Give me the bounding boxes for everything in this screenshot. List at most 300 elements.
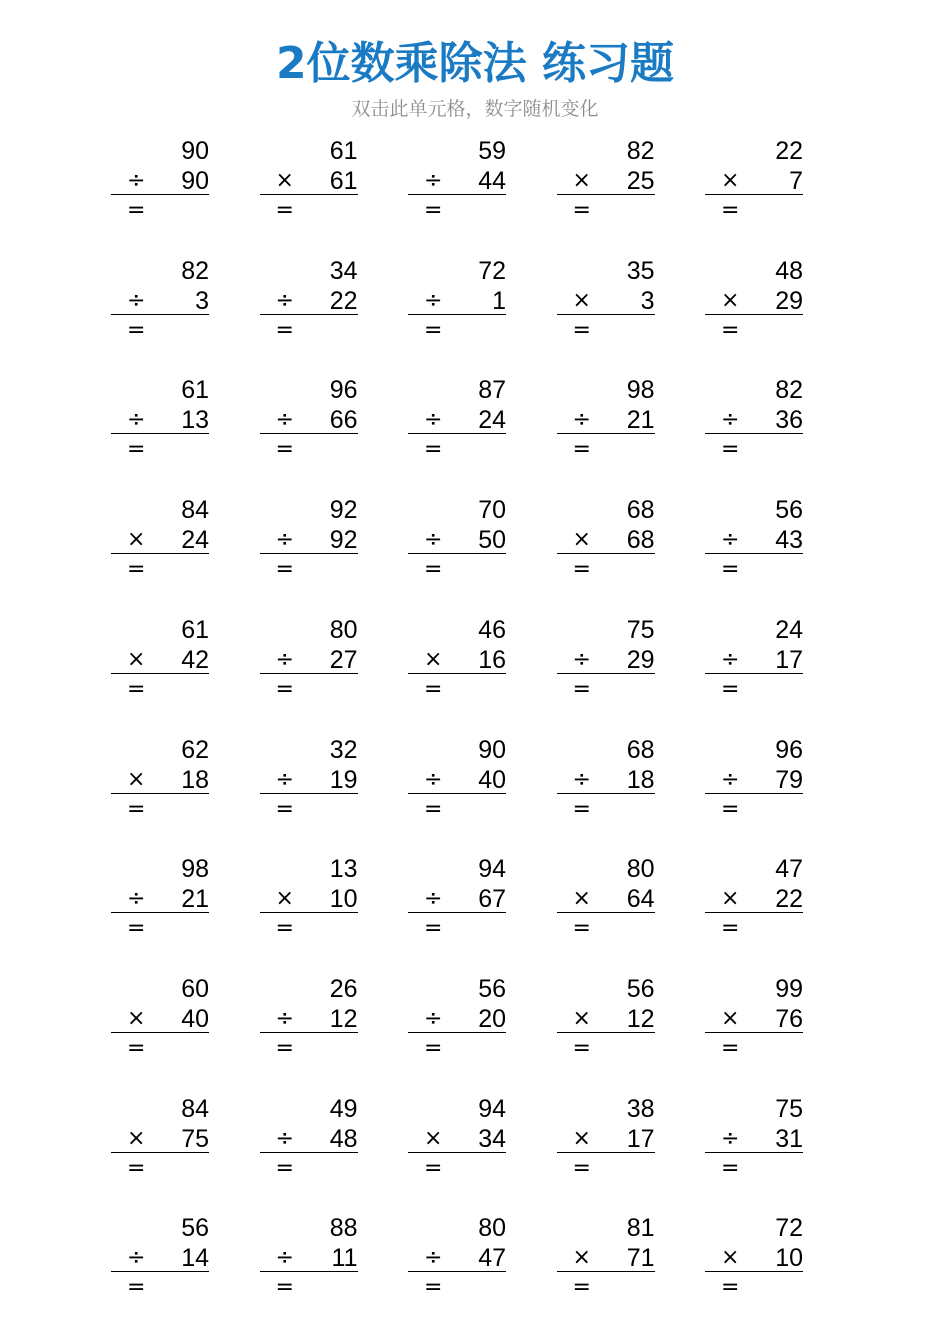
operand-top: 56 [181, 1214, 209, 1243]
answer-rule [111, 793, 209, 794]
answer-rule [260, 194, 358, 195]
operand-top: 96 [329, 376, 358, 405]
operand-bottom: 1 [492, 286, 506, 315]
operand-top: 68 [626, 496, 655, 525]
operand-bottom: 10 [775, 1244, 803, 1273]
operator-sign: × [721, 168, 740, 193]
operand-bottom: 40 [478, 765, 506, 794]
equals-sign: = [275, 1275, 294, 1301]
equals-sign: = [275, 916, 294, 942]
equals-sign: = [127, 796, 146, 822]
answer-rule [260, 553, 358, 554]
operand-top: 38 [626, 1094, 655, 1123]
problem-item [408, 854, 508, 944]
answer-rule [111, 553, 209, 554]
operator-sign: ÷ [275, 1125, 294, 1151]
operand-top: 82 [626, 137, 655, 165]
problem-item [557, 136, 657, 226]
equals-sign: = [721, 198, 740, 223]
problem-item [705, 615, 805, 705]
answer-rule [705, 1152, 803, 1153]
equals-sign: = [275, 317, 294, 343]
answer-rule [111, 433, 209, 434]
answer-rule [260, 1271, 358, 1272]
operand-bottom: 17 [626, 1124, 655, 1153]
problem-grid [111, 136, 811, 1326]
operator-sign: × [424, 646, 443, 672]
operand-top: 98 [626, 376, 655, 405]
problem-item [111, 974, 211, 1064]
operand-top: 61 [181, 615, 209, 644]
operand-bottom: 18 [181, 765, 209, 794]
operand-top: 34 [329, 256, 358, 285]
answer-rule [557, 314, 655, 315]
operand-bottom: 13 [181, 406, 209, 435]
equals-sign: = [424, 557, 443, 583]
problem-item [705, 974, 805, 1064]
problem-item [111, 1213, 211, 1303]
problem-item [705, 136, 805, 226]
answer-rule [557, 433, 655, 434]
operator-sign: × [572, 287, 591, 313]
operand-bottom: 31 [775, 1124, 803, 1153]
operator-sign: × [572, 1005, 591, 1031]
answer-rule [557, 912, 655, 913]
operator-sign: × [572, 527, 591, 553]
operator-sign: ÷ [275, 527, 294, 553]
answer-rule [111, 912, 209, 913]
answer-rule [260, 793, 358, 794]
equals-sign: = [275, 676, 294, 702]
operator-sign: × [721, 1245, 740, 1271]
problem-item [111, 615, 211, 705]
answer-rule [260, 1032, 358, 1033]
answer-rule [260, 673, 358, 674]
problem-item [557, 1213, 657, 1303]
operand-top: 32 [329, 735, 358, 764]
operand-bottom: 12 [626, 1004, 655, 1033]
answer-rule [705, 433, 803, 434]
answer-rule [557, 793, 655, 794]
problem-item [557, 735, 657, 825]
operand-bottom: 67 [478, 885, 506, 914]
equals-sign: = [721, 1275, 740, 1301]
equals-sign: = [721, 796, 740, 822]
equals-sign: = [721, 676, 740, 702]
operand-top: 84 [181, 496, 209, 525]
operator-sign: × [721, 1005, 740, 1031]
answer-rule [705, 194, 803, 195]
operator-sign: ÷ [424, 766, 443, 792]
operator-sign: ÷ [572, 766, 591, 792]
operand-top: 56 [775, 496, 803, 525]
equals-sign: = [424, 437, 443, 463]
operand-top: 49 [329, 1094, 358, 1123]
problem-item [705, 256, 805, 346]
equals-sign: = [127, 437, 146, 463]
answer-rule [408, 1271, 506, 1272]
operator-sign: ÷ [275, 646, 294, 672]
operand-bottom: 24 [181, 526, 209, 555]
answer-rule [408, 793, 506, 794]
operator-sign: ÷ [424, 407, 443, 433]
answer-rule [408, 912, 506, 913]
problem-item [260, 615, 360, 705]
operand-bottom: 3 [195, 286, 209, 315]
problem-item [705, 735, 805, 825]
operator-sign: × [275, 886, 294, 912]
answer-rule [111, 194, 209, 195]
answer-rule [408, 673, 506, 674]
answer-rule [260, 1152, 358, 1153]
operator-sign: ÷ [721, 407, 740, 433]
problem-item [705, 1213, 805, 1303]
operand-top: 56 [626, 974, 655, 1003]
operand-top: 35 [626, 256, 655, 285]
problem-item [408, 735, 508, 825]
answer-rule [557, 673, 655, 674]
operator-sign: ÷ [275, 766, 294, 792]
answer-rule [705, 1271, 803, 1272]
equals-sign: = [721, 1155, 740, 1181]
equals-sign: = [572, 796, 591, 822]
equals-sign: = [721, 1035, 740, 1061]
operand-top: 88 [329, 1214, 358, 1243]
operand-top: 98 [181, 855, 209, 884]
answer-rule [260, 433, 358, 434]
operand-top: 46 [478, 615, 506, 644]
operand-bottom: 22 [329, 286, 358, 315]
operator-sign: ÷ [127, 1245, 146, 1271]
answer-rule [408, 433, 506, 434]
operator-sign: ÷ [275, 1245, 294, 1271]
problem-item [260, 375, 360, 465]
problem-item [705, 854, 805, 944]
operator-sign: ÷ [721, 1125, 740, 1151]
operator-sign: × [127, 766, 146, 792]
answer-rule [705, 793, 803, 794]
problem-item [705, 375, 805, 465]
operand-bottom: 10 [329, 885, 358, 914]
equals-sign: = [424, 796, 443, 822]
answer-rule [260, 314, 358, 315]
operand-top: 13 [329, 855, 358, 884]
equals-sign: = [572, 317, 591, 343]
problem-item [260, 495, 360, 585]
problem-item [408, 615, 508, 705]
operand-bottom: 25 [626, 167, 655, 195]
equals-sign: = [127, 916, 146, 942]
operator-sign: ÷ [721, 766, 740, 792]
equals-sign: = [424, 1275, 443, 1301]
operator-sign: × [721, 287, 740, 313]
operator-sign: × [127, 527, 146, 553]
operator-sign: × [127, 1005, 146, 1031]
problem-item [408, 495, 508, 585]
answer-rule [705, 1032, 803, 1033]
equals-sign: = [572, 437, 591, 463]
operand-top: 68 [626, 735, 655, 764]
operand-top: 70 [478, 496, 506, 525]
operator-sign: ÷ [424, 1245, 443, 1271]
operand-bottom: 40 [181, 1004, 209, 1033]
operand-bottom: 17 [775, 645, 803, 674]
answer-rule [111, 673, 209, 674]
problem-item [408, 256, 508, 346]
operator-sign: × [127, 1125, 146, 1151]
problem-item [260, 974, 360, 1064]
answer-rule [557, 1271, 655, 1272]
operand-bottom: 92 [329, 526, 358, 555]
equals-sign: = [275, 557, 294, 583]
operand-bottom: 29 [775, 286, 803, 315]
operand-top: 90 [181, 137, 209, 165]
operator-sign: ÷ [572, 646, 591, 672]
operand-bottom: 76 [775, 1004, 803, 1033]
operand-top: 90 [478, 735, 506, 764]
equals-sign: = [721, 557, 740, 583]
operand-top: 47 [775, 855, 803, 884]
problem-item [408, 1094, 508, 1184]
operand-bottom: 79 [775, 765, 803, 794]
problem-item [557, 495, 657, 585]
operand-bottom: 3 [640, 286, 655, 315]
operand-top: 94 [478, 1094, 506, 1123]
operator-sign: × [572, 1125, 591, 1151]
problem-item [111, 854, 211, 944]
operator-sign: × [424, 1125, 443, 1151]
problem-item [705, 495, 805, 585]
operand-bottom: 12 [329, 1004, 358, 1033]
equals-sign: = [275, 796, 294, 822]
operand-bottom: 90 [181, 167, 209, 195]
problem-item [557, 615, 657, 705]
equals-sign: = [127, 317, 146, 343]
operator-sign: × [275, 168, 294, 193]
answer-rule [111, 1152, 209, 1153]
operator-sign: × [572, 168, 591, 193]
problem-item [408, 974, 508, 1064]
answer-rule [408, 1152, 506, 1153]
equals-sign: = [127, 1035, 146, 1061]
problem-item [260, 136, 360, 226]
problem-item [111, 136, 211, 226]
equals-sign: = [275, 198, 294, 223]
equals-sign: = [424, 916, 443, 942]
answer-rule [557, 553, 655, 554]
operand-top: 60 [181, 974, 209, 1003]
operand-top: 99 [775, 974, 803, 1003]
problem-item [260, 1213, 360, 1303]
operand-top: 72 [775, 1214, 803, 1243]
equals-sign: = [127, 1275, 146, 1301]
operand-bottom: 50 [478, 526, 506, 555]
operand-top: 87 [478, 376, 506, 405]
problem-item [557, 256, 657, 346]
operand-bottom: 61 [329, 167, 358, 195]
operator-sign: ÷ [127, 287, 146, 313]
operand-top: 80 [329, 615, 358, 644]
problem-item [260, 256, 360, 346]
operator-sign: ÷ [721, 527, 740, 553]
operand-top: 22 [775, 137, 803, 165]
equals-sign: = [572, 916, 591, 942]
operand-top: 61 [329, 137, 358, 165]
operand-top: 75 [626, 615, 655, 644]
operand-top: 80 [478, 1214, 506, 1243]
equals-sign: = [127, 676, 146, 702]
operand-bottom: 24 [478, 406, 506, 435]
operator-sign: ÷ [424, 1005, 443, 1031]
operand-top: 84 [181, 1094, 209, 1123]
problem-item [557, 974, 657, 1064]
equals-sign: = [572, 1275, 591, 1301]
problem-item [111, 375, 211, 465]
operand-top: 48 [775, 256, 803, 285]
operand-top: 96 [775, 735, 803, 764]
operand-bottom: 27 [329, 645, 358, 674]
equals-sign: = [721, 317, 740, 343]
operand-bottom: 7 [789, 167, 803, 195]
operand-top: 92 [329, 496, 358, 525]
operand-top: 26 [329, 974, 358, 1003]
operand-bottom: 47 [478, 1244, 506, 1273]
equals-sign: = [424, 676, 443, 702]
equals-sign: = [572, 1155, 591, 1181]
answer-rule [705, 553, 803, 554]
operand-top: 62 [181, 735, 209, 764]
answer-rule [705, 314, 803, 315]
operand-bottom: 21 [181, 885, 209, 914]
equals-sign: = [572, 1035, 591, 1061]
problem-item [260, 735, 360, 825]
operand-bottom: 48 [329, 1124, 358, 1153]
problem-item [557, 1094, 657, 1184]
operator-sign: ÷ [424, 287, 443, 313]
operand-bottom: 68 [626, 526, 655, 555]
operand-top: 56 [478, 974, 506, 1003]
equals-sign: = [424, 1035, 443, 1061]
answer-rule [408, 194, 506, 195]
answer-rule [111, 314, 209, 315]
problem-item [111, 495, 211, 585]
equals-sign: = [275, 1035, 294, 1061]
problem-item [557, 854, 657, 944]
operand-top: 80 [626, 855, 655, 884]
operator-sign: ÷ [275, 1005, 294, 1031]
operand-bottom: 19 [329, 765, 358, 794]
equals-sign: = [572, 198, 591, 223]
operand-bottom: 66 [329, 406, 358, 435]
operand-bottom: 64 [626, 885, 655, 914]
operator-sign: ÷ [424, 168, 443, 193]
problem-item [111, 1094, 211, 1184]
problem-item [408, 136, 508, 226]
answer-rule [408, 1032, 506, 1033]
operand-bottom: 43 [775, 526, 803, 555]
operand-bottom: 34 [478, 1124, 506, 1153]
operand-bottom: 16 [478, 645, 506, 674]
operand-bottom: 21 [626, 406, 655, 435]
operand-top: 61 [181, 376, 209, 405]
operand-bottom: 11 [331, 1244, 358, 1273]
operand-bottom: 71 [626, 1244, 655, 1273]
operand-top: 24 [775, 615, 803, 644]
operand-top: 72 [478, 256, 506, 285]
operand-bottom: 44 [478, 167, 506, 195]
operand-top: 82 [775, 376, 803, 405]
problem-item [260, 1094, 360, 1184]
problem-item [557, 375, 657, 465]
answer-rule [111, 1032, 209, 1033]
operand-bottom: 42 [181, 645, 209, 674]
answer-rule [557, 1032, 655, 1033]
operand-bottom: 29 [626, 645, 655, 674]
operand-bottom: 22 [775, 885, 803, 914]
answer-rule [408, 314, 506, 315]
operator-sign: ÷ [127, 168, 146, 193]
operator-sign: ÷ [275, 287, 294, 313]
equals-sign: = [127, 557, 146, 583]
answer-rule [557, 194, 655, 195]
operand-top: 81 [626, 1214, 655, 1243]
operator-sign: ÷ [721, 646, 740, 672]
operator-sign: × [721, 886, 740, 912]
operator-sign: ÷ [275, 407, 294, 433]
operand-bottom: 18 [626, 765, 655, 794]
operand-bottom: 14 [181, 1244, 209, 1273]
equals-sign: = [275, 437, 294, 463]
operand-top: 94 [478, 855, 506, 884]
page-subtitle: 双击此单元格，数字随机变化 [351, 98, 599, 120]
answer-rule [111, 1271, 209, 1272]
operand-bottom: 20 [478, 1004, 506, 1033]
operator-sign: ÷ [127, 407, 146, 433]
equals-sign: = [721, 437, 740, 463]
operator-sign: × [127, 646, 146, 672]
operand-top: 59 [478, 137, 506, 165]
operand-top: 82 [181, 256, 209, 285]
equals-sign: = [127, 1155, 146, 1181]
equals-sign: = [721, 916, 740, 942]
equals-sign: = [424, 198, 443, 223]
problem-item [408, 375, 508, 465]
problem-item [408, 1213, 508, 1303]
answer-rule [705, 673, 803, 674]
equals-sign: = [127, 198, 146, 223]
answer-rule [260, 912, 358, 913]
equals-sign: = [424, 1155, 443, 1181]
problem-item [705, 1094, 805, 1184]
answer-rule [705, 912, 803, 913]
equals-sign: = [424, 317, 443, 343]
answer-rule [557, 1152, 655, 1153]
equals-sign: = [572, 676, 591, 702]
operand-bottom: 36 [775, 406, 803, 435]
operator-sign: ÷ [424, 527, 443, 553]
operator-sign: × [572, 1245, 591, 1271]
operator-sign: ÷ [424, 886, 443, 912]
problem-item [111, 735, 211, 825]
operand-top: 75 [775, 1094, 803, 1123]
answer-rule [408, 553, 506, 554]
equals-sign: = [275, 1155, 294, 1181]
equals-sign: = [572, 557, 591, 583]
operator-sign: ÷ [127, 886, 146, 912]
problem-item [111, 256, 211, 346]
operand-bottom: 75 [181, 1124, 209, 1153]
problem-item [260, 854, 360, 944]
